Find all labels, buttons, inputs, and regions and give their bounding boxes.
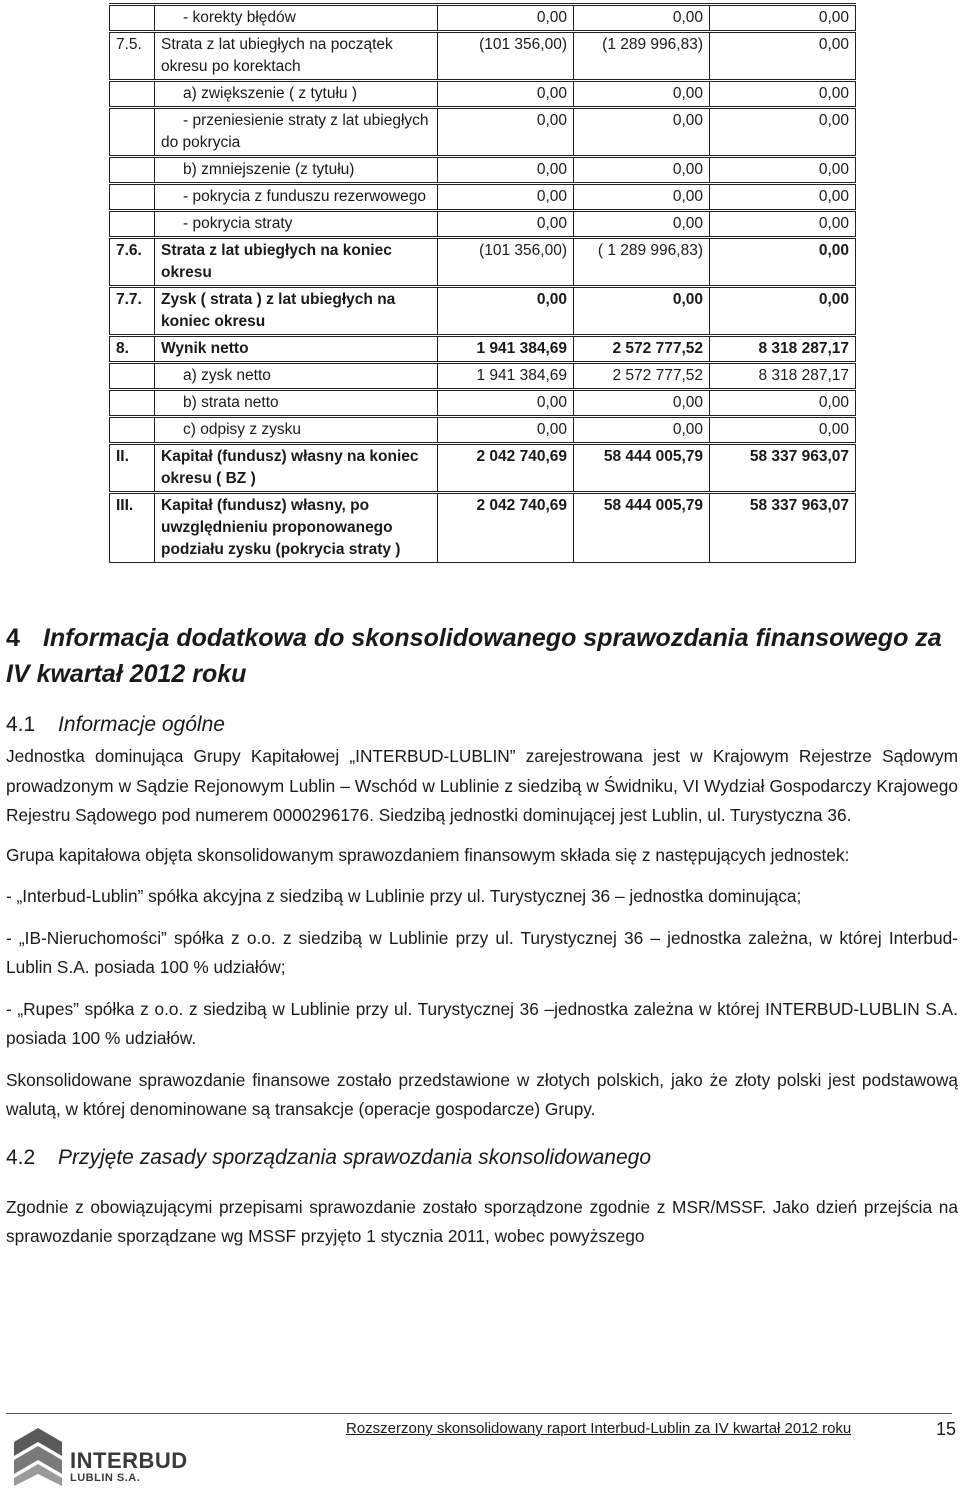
value-cell-v3: 0,00	[710, 211, 856, 238]
value-cell-v3: 0,00	[710, 32, 856, 81]
table-row	[110, 157, 856, 184]
row-number	[110, 211, 155, 238]
subsection-title: Informacje ogólne	[58, 713, 225, 736]
paragraph-parent-entity: Jednostka dominująca Grupy Kapitałowej „INTERBUD-LUBLIN” zarejestrowana jest w Krajowym Rejestrze Sądowym prowadzonym w Sądzie Rejonowym Lublin – Wschód w Lublinie z siedzibą w Świdniku, VI Wydział Gospodarczy Krajowego Rejestru Sądowego pod numerem 0000296176. Siedzibą jednostki dominującej jest Lublin, ul. Turystyczna 36.	[6, 746, 958, 825]
equity-changes-table	[109, 3, 856, 563]
value-cell-v3: 0,00	[710, 238, 856, 287]
table-row	[110, 238, 856, 287]
row-number	[110, 390, 155, 417]
row-label-text: b) zmniejszenie (z tytułu)	[183, 161, 355, 178]
page-number: 15	[936, 1419, 957, 1439]
value-cell-v2: 58 444 005,79	[574, 444, 710, 493]
row-label	[155, 211, 438, 238]
row-label-text: Zysk ( strata ) z lat ubiegłych na koniec okresu	[161, 291, 396, 330]
value-cell-v2: 0,00	[574, 417, 710, 444]
section-4-heading	[6, 620, 958, 692]
list-item-ib-nieruchomosci: - „IB-Nieruchomości” spółka z o.o. z siedzibą w Lublinie przy ul. Turystycznej 36 – jednostka zależna, w której Interbud-Lublin S.A. posiada 100 % udziałów;	[6, 927, 958, 977]
value-cell-v2: 0,00	[574, 81, 710, 108]
row-number	[110, 363, 155, 390]
interbud-logo	[10, 1422, 188, 1492]
row-label	[155, 238, 438, 287]
value-cell-v3: 0,00	[710, 390, 856, 417]
subsection-number: 4.1	[6, 713, 36, 736]
value-cell-v1: 0,00	[438, 5, 574, 32]
row-number	[110, 417, 155, 444]
document-body	[6, 620, 958, 1252]
row-label-text: - pokrycia z funduszu rezerwowego	[183, 188, 426, 205]
logo-subtext: LUBLIN S.A.	[70, 1472, 141, 1484]
value-cell-v1: 1 941 384,69	[438, 336, 574, 363]
table-row	[110, 287, 856, 336]
row-label	[155, 493, 438, 563]
value-cell-v2: 0,00	[574, 287, 710, 336]
value-cell-v1: 2 042 740,69	[438, 493, 574, 563]
value-cell-v2: 0,00	[574, 5, 710, 32]
row-label-text: c) odpisy z zysku	[183, 421, 302, 438]
value-cell-v3: 8 318 287,17	[710, 336, 856, 363]
row-label	[155, 417, 438, 444]
subsection-number: 4.2	[6, 1145, 36, 1169]
row-number	[110, 5, 155, 32]
section-number: 4	[6, 624, 20, 652]
list-item-interbud-lublin: - „Interbud-Lublin” spółka akcyjna z siedzibą w Lublinie przy ul. Turystycznej 36 – jednostka dominująca;	[6, 886, 802, 906]
value-cell-v3: 0,00	[710, 5, 856, 32]
subsection-title: Przyjęte zasady sporządzania sprawozdania skonsolidowanego	[58, 1145, 652, 1169]
row-label	[155, 5, 438, 32]
value-cell-v1: (101 356,00)	[438, 32, 574, 81]
row-label-text: a) zwiększenie ( z tytułu )	[183, 85, 357, 102]
table-row	[110, 417, 856, 444]
row-number: 7.7.	[110, 287, 155, 336]
footer-divider	[6, 1413, 952, 1414]
row-label-text: a) zysk netto	[183, 367, 271, 384]
value-cell-v3: 0,00	[710, 157, 856, 184]
row-number: 7.6.	[110, 238, 155, 287]
value-cell-v2: 58 444 005,79	[574, 493, 710, 563]
row-label-text: Wynik netto	[161, 340, 249, 357]
row-label-text: - pokrycia straty	[183, 215, 293, 232]
table-row	[110, 32, 856, 81]
row-label	[155, 157, 438, 184]
section-4-1-heading	[6, 710, 958, 740]
row-label	[155, 32, 438, 81]
value-cell-v3: 0,00	[710, 184, 856, 211]
financial-table-container	[109, 3, 855, 563]
table-row	[110, 108, 856, 157]
row-label	[155, 444, 438, 493]
paragraph-currency: Skonsolidowane sprawozdanie finansowe zostało przedstawione w złotych polskich, jako że złoty polski jest podstawową walutą, w której denominowane są transakcje (operacje gospodarcze) Grupy.	[6, 1069, 958, 1119]
value-cell-v3: 0,00	[710, 287, 856, 336]
row-label-text: b) strata netto	[183, 394, 279, 411]
row-label	[155, 287, 438, 336]
row-number: 7.5.	[110, 32, 155, 81]
value-cell-v1: 0,00	[438, 211, 574, 238]
value-cell-v2: 0,00	[574, 184, 710, 211]
value-cell-v1: 0,00	[438, 417, 574, 444]
table-row	[110, 5, 856, 32]
row-number	[110, 157, 155, 184]
logo-wordmark: INTERBUD	[70, 1448, 188, 1473]
value-cell-v1: 0,00	[438, 108, 574, 157]
list-item-rupes: - „Rupes” spółka z o.o. z siedzibą w Lublinie przy ul. Turystycznej 36 –jednostka zależna w której INTERBUD-LUBLIN S.A. posiada 100 % udziałów.	[6, 998, 958, 1048]
table-row	[110, 211, 856, 238]
value-cell-v3: 8 318 287,17	[710, 363, 856, 390]
value-cell-v3: 58 337 963,07	[710, 493, 856, 563]
table-row	[110, 390, 856, 417]
table-row	[110, 184, 856, 211]
section-title: Informacja dodatkowa do skonsolidowanego sprawozdania finansowego za IV kwartał 2012 roku	[6, 624, 942, 688]
row-label	[155, 336, 438, 363]
value-cell-v2: (1 289 996,83)	[574, 32, 710, 81]
row-number: III.	[110, 493, 155, 563]
row-label-text: Strata z lat ubiegłych na koniec okresu	[161, 242, 392, 281]
value-cell-v1: 0,00	[438, 390, 574, 417]
value-cell-v1: 2 042 740,69	[438, 444, 574, 493]
value-cell-v3: 0,00	[710, 108, 856, 157]
value-cell-v3: 58 337 963,07	[710, 444, 856, 493]
row-label-text: Strata z lat ubiegłych na początek okresu po korektach	[161, 36, 393, 75]
row-number	[110, 108, 155, 157]
row-label	[155, 81, 438, 108]
value-cell-v2: 2 572 777,52	[574, 363, 710, 390]
value-cell-v1: (101 356,00)	[438, 238, 574, 287]
table-body	[110, 5, 856, 563]
table-row	[110, 81, 856, 108]
table-row	[110, 493, 856, 563]
row-number	[110, 81, 155, 108]
table-row	[110, 363, 856, 390]
row-label-text: - przeniesienie straty z lat ubiegłych do pokrycia	[161, 112, 429, 151]
paragraph-group-composition: Grupa kapitałowa objęta skonsolidowanym sprawozdaniem finansowym składa się z następujących jednostek:	[6, 844, 850, 865]
row-label	[155, 390, 438, 417]
logo-mark-icon	[10, 1422, 70, 1492]
value-cell-v1: 0,00	[438, 157, 574, 184]
row-label-text: Kapitał (fundusz) własny, po uwzględnieniu proponowanego podziału zysku (pokrycia straty )	[161, 497, 401, 558]
row-number: II.	[110, 444, 155, 493]
value-cell-v2: 0,00	[574, 211, 710, 238]
value-cell-v3: 0,00	[710, 417, 856, 444]
footer-report-title: Rozszerzony skonsolidowany raport Interbud-Lublin za IV kwartał 2012 roku	[346, 1420, 852, 1437]
row-number	[110, 184, 155, 211]
row-label-text: - korekty błędów	[183, 9, 296, 26]
row-number: 8.	[110, 336, 155, 363]
value-cell-v2: 2 572 777,52	[574, 336, 710, 363]
value-cell-v2: ( 1 289 996,83)	[574, 238, 710, 287]
paragraph-accounting-principles: Zgodnie z obowiązującymi przepisami sprawozdanie zostało sporządzone zgodnie z MSR/MSSF. Jako dzień przejścia na sprawozdanie sporządzane wg MSSF przyjęto 1 stycznia 2011, wobec powyższego	[6, 1196, 958, 1246]
row-label	[155, 184, 438, 211]
table-row	[110, 336, 856, 363]
value-cell-v3: 0,00	[710, 81, 856, 108]
table-row	[110, 444, 856, 493]
value-cell-v1: 1 941 384,69	[438, 363, 574, 390]
value-cell-v1: 0,00	[438, 287, 574, 336]
value-cell-v1: 0,00	[438, 81, 574, 108]
row-label-text: Kapitał (fundusz) własny na koniec okresu ( BZ )	[161, 448, 419, 487]
value-cell-v2: 0,00	[574, 157, 710, 184]
row-label	[155, 108, 438, 157]
row-label	[155, 363, 438, 390]
value-cell-v2: 0,00	[574, 108, 710, 157]
value-cell-v1: 0,00	[438, 184, 574, 211]
value-cell-v2: 0,00	[574, 390, 710, 417]
section-4-2-heading	[6, 1143, 958, 1173]
